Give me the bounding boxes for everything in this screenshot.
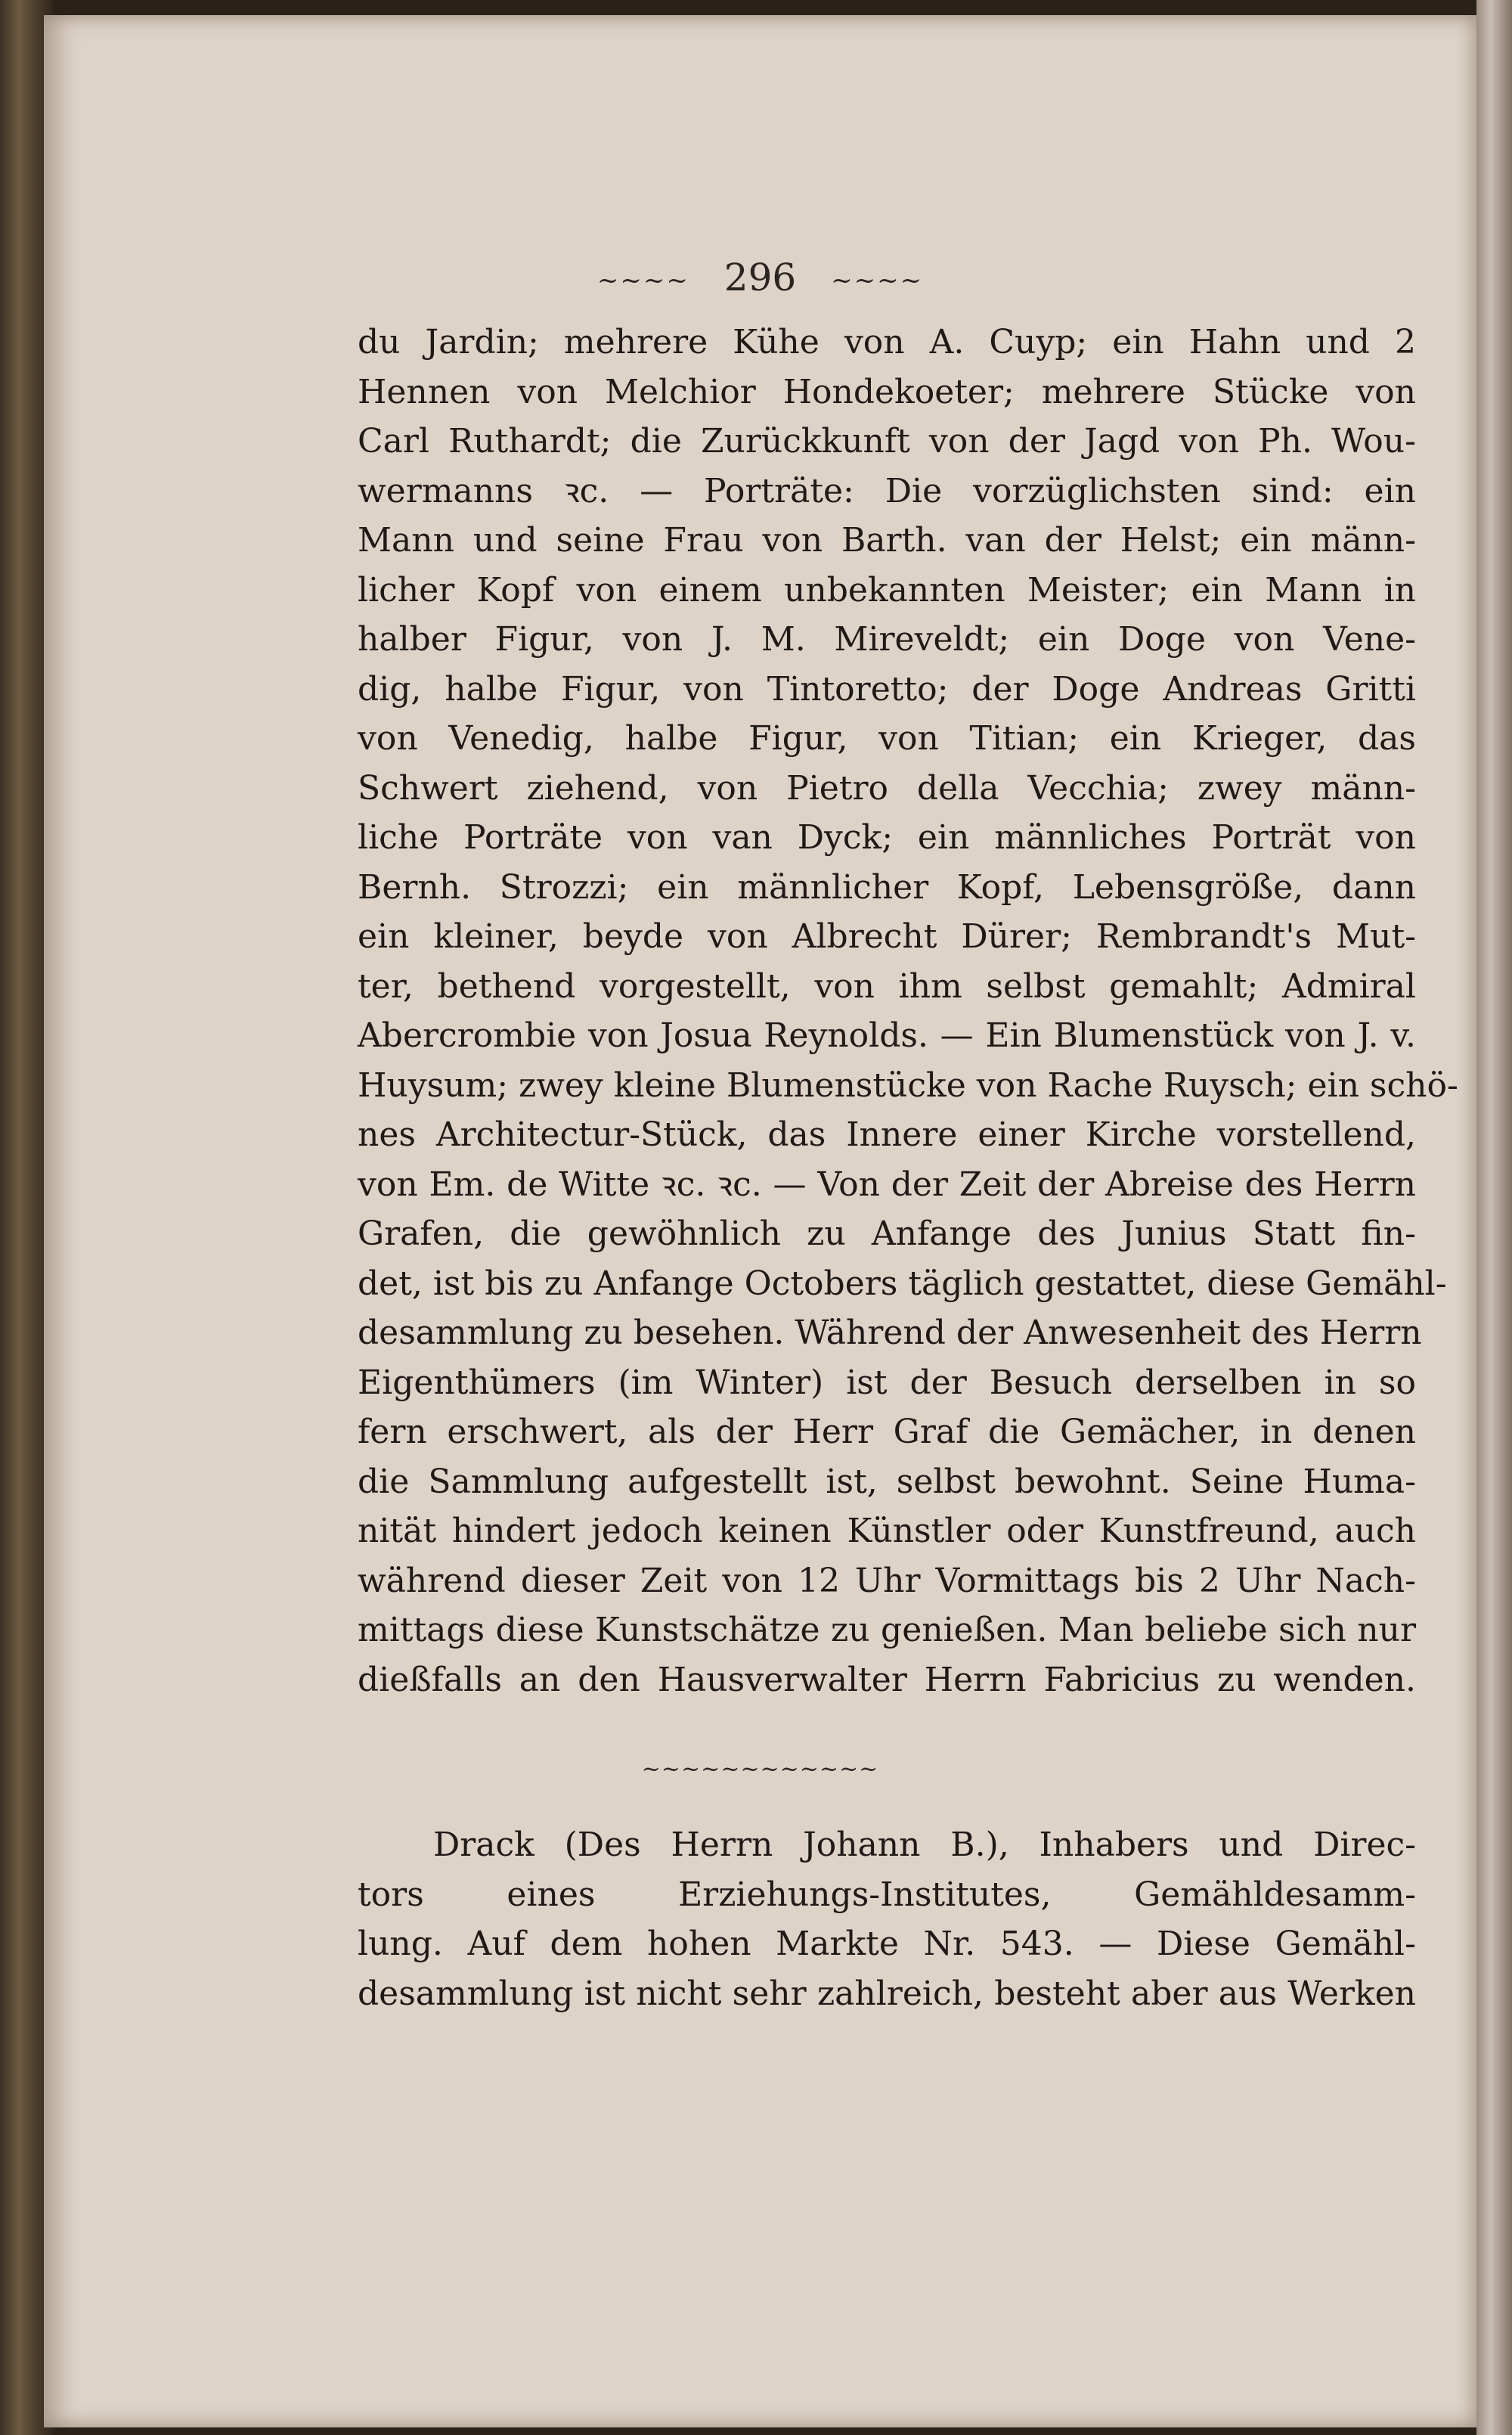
text-line: von Venedig, halbe Figur, von Titian; ein Krieger, das: [358, 719, 1416, 758]
header-ornament-right: ~~~~: [831, 265, 924, 296]
text-line: licher Kopf von einem unbekannten Meister; ein Mann in: [358, 570, 1416, 610]
text-line: Mann und seine Frau von Barth. van der Helst; ein männ-: [358, 521, 1416, 560]
page-edge: [1476, 0, 1512, 2435]
text-line: wermanns ꝛc. — Porträte: Die vorzüglichsten sind: ein: [358, 471, 1416, 510]
text-line: Schwert ziehend, von Pietro della Vecchia; zwey männ-: [358, 768, 1416, 808]
text-line: fern erschwert, als der Herr Graf die Gemächer, in denen: [358, 1413, 1416, 1451]
text-line: desammlung ist nicht sehr zahlreich, besteht aber aus Werken: [358, 1974, 1416, 2013]
text-line: Huysum; zwey kleine Blumenstücke von Rache Ruysch; ein schö-: [358, 1066, 1458, 1105]
text-line: du Jardin; mehrere Kühe von A. Cuyp; ein Hahn und 2: [358, 323, 1416, 361]
text-line: Eigenthümers (im Winter) ist der Besuch derselben in so: [358, 1363, 1416, 1402]
text-line: dießfalls an den Hausverwalter Herrn Fabricius zu wenden.: [358, 1660, 1416, 1699]
text-line: mittags diese Kunstschätze zu genießen. Man beliebe sich nur: [358, 1611, 1416, 1649]
text-line: liche Porträte von van Dyck; ein männliches Porträt von: [358, 818, 1416, 857]
text-line: nes Architectur-Stück, das Innere einer Kirche vorstellend,: [358, 1115, 1416, 1154]
header-ornament-left: ~~~~: [596, 265, 689, 296]
text-line: Hennen von Melchior Hondekoeter; mehrere Stücke von: [358, 372, 1416, 411]
text-line: halber Figur, von J. M. Mireveldt; ein Doge von Vene-: [358, 620, 1416, 659]
text-line: Abercrombie von Josua Reynolds. — Ein Blumenstück von J. v.: [358, 1016, 1416, 1055]
text-line: det, ist bis zu Anfange Octobers täglich gestattet, diese Gemähl-: [358, 1264, 1447, 1303]
text-line: Bernh. Strozzi; ein männlicher Kopf, Lebensgröße, dann: [358, 867, 1416, 907]
text-line: während dieser Zeit von 12 Uhr Vormittags bis 2 Uhr Nach-: [358, 1561, 1416, 1600]
page-header: [44, 256, 1476, 299]
text-line: dig, halbe Figur, von Tintoretto; der Doge Andreas Gritti: [358, 669, 1416, 709]
paragraph-collections: [358, 318, 1458, 1704]
page-number: 296: [723, 256, 797, 299]
text-line: lung. Auf dem hohen Markte Nr. 543. — Diese Gemähl-: [358, 1925, 1416, 1963]
text-line: Drack (Des Herrn Johann B.), Inhabers und Direc-: [433, 1825, 1416, 1864]
text-line: ein kleiner, beyde von Albrecht Dürer; Rembrandt's Mut-: [358, 917, 1416, 956]
paragraph-drack: [358, 1820, 1416, 2018]
section-separator: ~~~~~~~~~~~~: [641, 1756, 879, 1782]
text-line: die Sammlung aufgestellt ist, selbst bewohnt. Seine Huma-: [358, 1462, 1416, 1501]
text-line: von Em. de Witte ꝛc. ꝛc. — Von der Zeit der Abreise des Herrn: [358, 1165, 1416, 1204]
text-line: desammlung zu besehen. Während der Anwesenheit des Herrn: [358, 1314, 1422, 1352]
text-line: nität hindert jedoch keinen Künstler oder Kunstfreund, auch: [358, 1512, 1416, 1550]
book-page: [44, 15, 1476, 2427]
text-line: Carl Ruthardt; die Zurückkunft von der Jagd von Ph. Wou-: [358, 422, 1416, 461]
text-line: ter, bethend vorgestellt, von ihm selbst gemahlt; Admiral: [358, 966, 1416, 1006]
text-line: Grafen, die gewöhnlich zu Anfange des Junius Statt fin-: [358, 1214, 1416, 1253]
text-line: tors eines Erziehungs-Institutes, Gemähldesamm-: [358, 1875, 1416, 1914]
